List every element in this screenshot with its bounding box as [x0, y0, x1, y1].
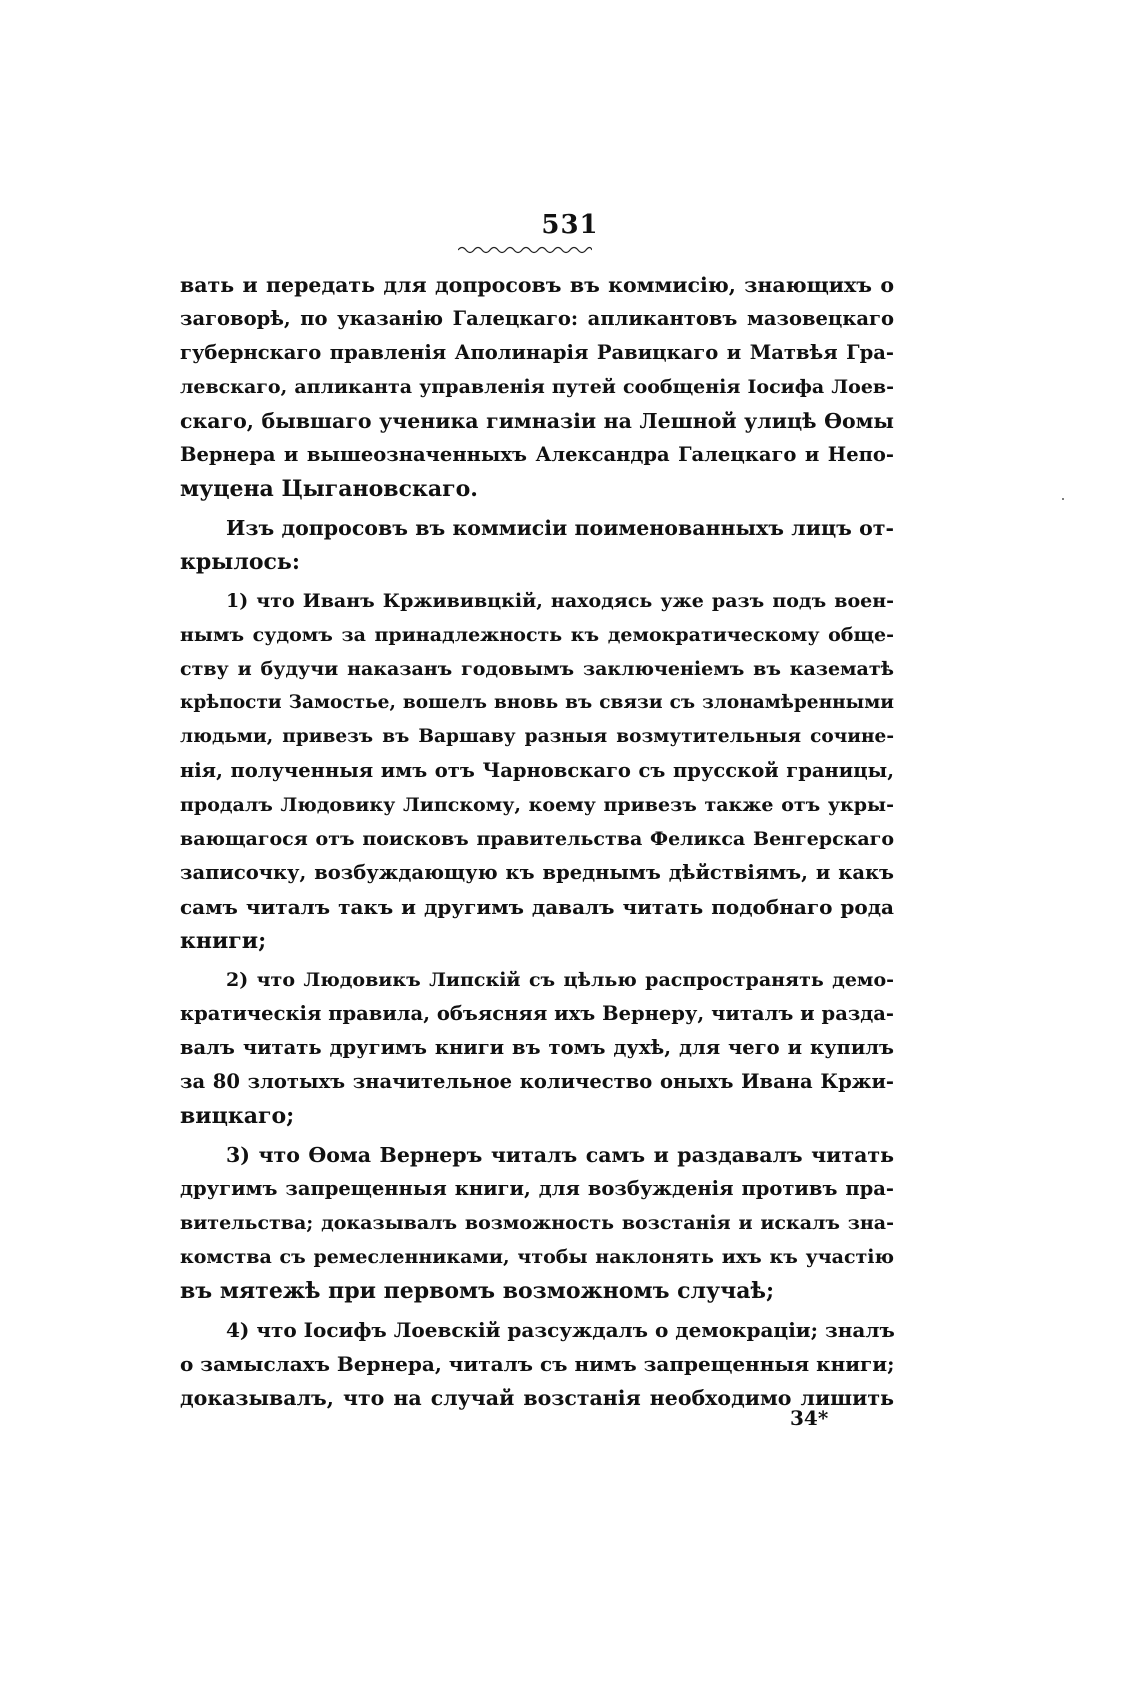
text-line: продалъ Людовику Липскому, коему привезъ также отъ укры-: [180, 794, 894, 816]
text-line: 2) что Людовикъ Липскій съ цѣлью распространять демо-: [226, 969, 894, 991]
paragraph: [180, 511, 894, 579]
text-line: кратическія правила, объясняя ихъ Вернеру, читалъ и разда-: [180, 1002, 894, 1025]
text-line: крѣпости Замостье, вошелъ вновь въ связи съ злонамѣренными: [180, 692, 894, 713]
scan-speck: [1062, 498, 1064, 500]
text-line: другимъ запрещенныя книги, для возбужденія противъ пра-: [180, 1177, 894, 1200]
text-line: Вернера и вышеозначенныхъ Александра Галецкаго и Непо-: [180, 443, 894, 466]
text-line: губернскаго правленія Аполинарія Равицкаго и Матвѣя Гра-: [180, 341, 894, 364]
text-line: самъ читалъ такъ и другимъ давалъ читать подобнаго рода: [180, 895, 894, 919]
text-line: людьми, привезъ въ Варшаву разныя возмутительныя сочине-: [180, 726, 894, 747]
wavy-rule-ornament: [458, 245, 592, 255]
text-line: валъ читать другимъ книги въ томъ духѣ, для чего и купилъ: [180, 1036, 894, 1059]
text-line: о замыслахъ Вернера, читалъ съ нимъ запрещенныя книги;: [180, 1352, 895, 1376]
text-line: вать и передать для допросовъ въ коммисію, знающихъ о: [180, 273, 894, 297]
text-line: вительства; доказывалъ возможность возстанія и искалъ зна-: [180, 1212, 894, 1234]
text-line: доказывалъ, что на случай возстанія необходимо лишить: [180, 1386, 894, 1410]
body-text: [180, 268, 894, 1415]
text-line: вающагося отъ поисковъ правительства Феликса Венгерскаго: [180, 828, 894, 850]
text-line: ству и будучи наказанъ годовымъ заключеніемъ въ казематѣ: [180, 658, 894, 680]
text-line: комства съ ремесленниками, чтобы наклонять ихъ къ участію: [180, 1246, 894, 1268]
text-line: за 80 злотыхъ значительное количество оныхъ Ивана Кржи-: [180, 1070, 894, 1093]
text-line: 4) что Іосифъ Лоевскій разсуждалъ о демокраціи; зналъ: [226, 1318, 895, 1342]
text-line: книги;: [180, 928, 267, 954]
text-line: 3) что Ѳома Вернеръ читалъ самъ и раздавалъ читать: [226, 1143, 894, 1167]
text-line: нымъ судомъ за принадлежность къ демократическому обще-: [180, 624, 894, 646]
page-number: 531: [541, 210, 599, 240]
signature-mark: 34*: [790, 1406, 829, 1430]
paragraph: [180, 963, 894, 1133]
page-header: [0, 210, 1140, 240]
text-line: муцена Цыгановскаго.: [180, 476, 478, 502]
text-line: записочку, возбуждающую къ вреднымъ дѣйствіямъ, и какъ: [180, 861, 894, 884]
text-line: заговорѣ, по указанію Галецкаго: апликантовъ мазовецкаго: [180, 307, 894, 330]
text-line: скаго, бывшаго ученика гимназіи на Лешной улицѣ Ѳомы: [180, 409, 894, 433]
text-line: левскаго, апликанта управленія путей сообщенія Іосифа Лоев-: [180, 376, 894, 398]
text-line: въ мятежѣ при первомъ возможномъ случаѣ;: [180, 1278, 775, 1304]
text-line: крылось:: [180, 549, 300, 575]
text-line: Изъ допросовъ въ коммисіи поименованныхъ лицъ от-: [226, 516, 894, 540]
text-line: 1) что Иванъ Кржививцкій, находясь уже разъ подъ воен-: [226, 590, 894, 612]
text-line: вицкаго;: [180, 1103, 295, 1129]
paragraph: [180, 1138, 894, 1308]
paragraph: [180, 584, 894, 958]
text-line: нія, полученныя имъ отъ Чарновскаго съ прусской границы,: [180, 759, 894, 782]
paragraph: [180, 268, 894, 506]
paragraph: [180, 1313, 894, 1415]
